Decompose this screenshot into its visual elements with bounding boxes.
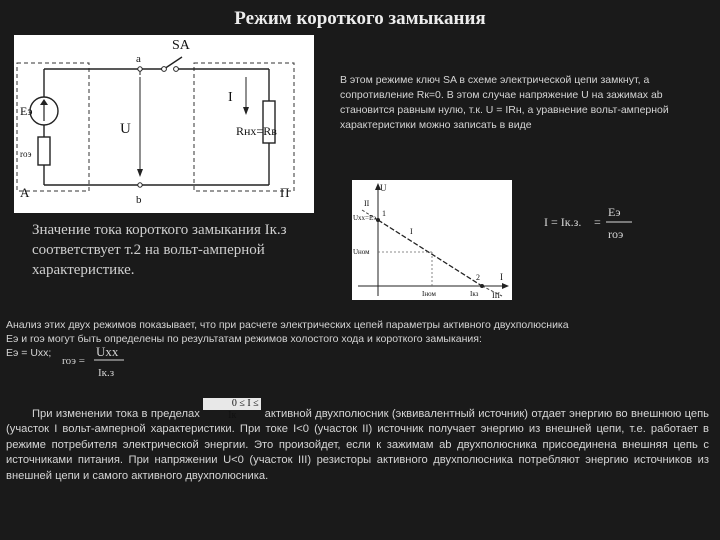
node-b-label: b	[136, 194, 142, 206]
node-a-label: a	[136, 53, 141, 65]
bottom-text-part-2: активной двухполюсник (эквивалентный источник) отдает энергию во внешнюю цепь (участок I вольт-амперной характеристики. При токе I<0 (участок II) источник получает энергию из внешней цепи, т.е. работает в режиме потребителя электрической энергии. Это произойдет, если к зажимам ab двухполюсника присоединена внешняя цепь с источниками питания. При напряжении U<0 (участок III) резисторы активного двухполюсника потребляют энергию источников из внешней цепи и самого активного двухполюсника.	[6, 408, 710, 482]
axis-x-label: I	[500, 272, 503, 282]
left-bottom-label: A	[20, 185, 30, 200]
region-i-label: I	[410, 227, 413, 236]
node-a	[138, 67, 142, 71]
uxx-label: Uхх=Еэ	[353, 214, 377, 222]
analysis-line-2: Еэ и rоэ могут быть определены по результатам режимов холостого хода и короткого замыкания:	[6, 333, 482, 345]
right-bottom-label: П	[280, 185, 290, 200]
ro-formula	[60, 338, 130, 382]
point-2	[480, 284, 484, 288]
ro-formula-label: rоэ =	[62, 355, 85, 367]
ro-formula-denominator: Iк.з	[98, 367, 115, 379]
bottom-paragraph	[6, 398, 709, 484]
inom-label: Iном	[422, 290, 436, 298]
region-iii-label: III	[492, 291, 500, 300]
formula-denominator: rоэ	[608, 227, 624, 241]
formula-numerator: Eэ	[608, 205, 621, 219]
volt-ampere-graph	[352, 180, 512, 300]
switch-label: SA	[172, 38, 190, 53]
voltage-label: U	[120, 121, 131, 137]
short-circuit-formula	[542, 196, 642, 256]
description-left: Значение тока короткого замыкания Iк.з соответствует т.2 на вольт-амперной характеристике.	[32, 222, 287, 278]
page-title: Режим короткого замыкания	[234, 8, 486, 29]
ro-formula-numerator: Uхх	[96, 344, 119, 359]
unom-label: Uном	[353, 248, 370, 256]
axis-y-label: U	[380, 183, 387, 193]
formula-eq: =	[594, 215, 601, 229]
analysis-line-3: Еэ = Uхх;	[6, 347, 52, 359]
analysis-line-1: Анализ этих двух режимов показывает, что при расчете электрических цепей параметры активного двухполюсника	[6, 319, 569, 331]
emf-label: Eэ	[20, 104, 33, 118]
point-1-label: 1	[382, 209, 386, 218]
source-resistor	[38, 137, 50, 165]
bottom-text-part-1: При изменении тока в пределах	[32, 408, 200, 420]
point-2-label: 2	[476, 273, 480, 282]
node-b	[138, 183, 142, 187]
region-ii-label: II	[364, 199, 370, 208]
current-range-inequality: 0 ≤ I ≤ Iк	[203, 398, 261, 410]
current-label: I	[228, 90, 233, 105]
source-resistance-label: rоэ	[20, 149, 32, 159]
point-1	[376, 218, 380, 222]
load-label: Rнх=Rв	[236, 124, 277, 138]
formula-lhs: I = Iк.з.	[544, 215, 582, 229]
description-right: В этом режиме ключ SA в схеме электрической цепи замкнут, а сопротивление Rк=0. В этом случае напряжение U на зажимах аb становится равным нулю, т.к. U = IRн, а уравнение вольт-амперной характеристики можно записать в виде	[340, 74, 669, 131]
circuit-diagram	[14, 35, 314, 213]
ikz-label: Iкз	[470, 290, 479, 298]
